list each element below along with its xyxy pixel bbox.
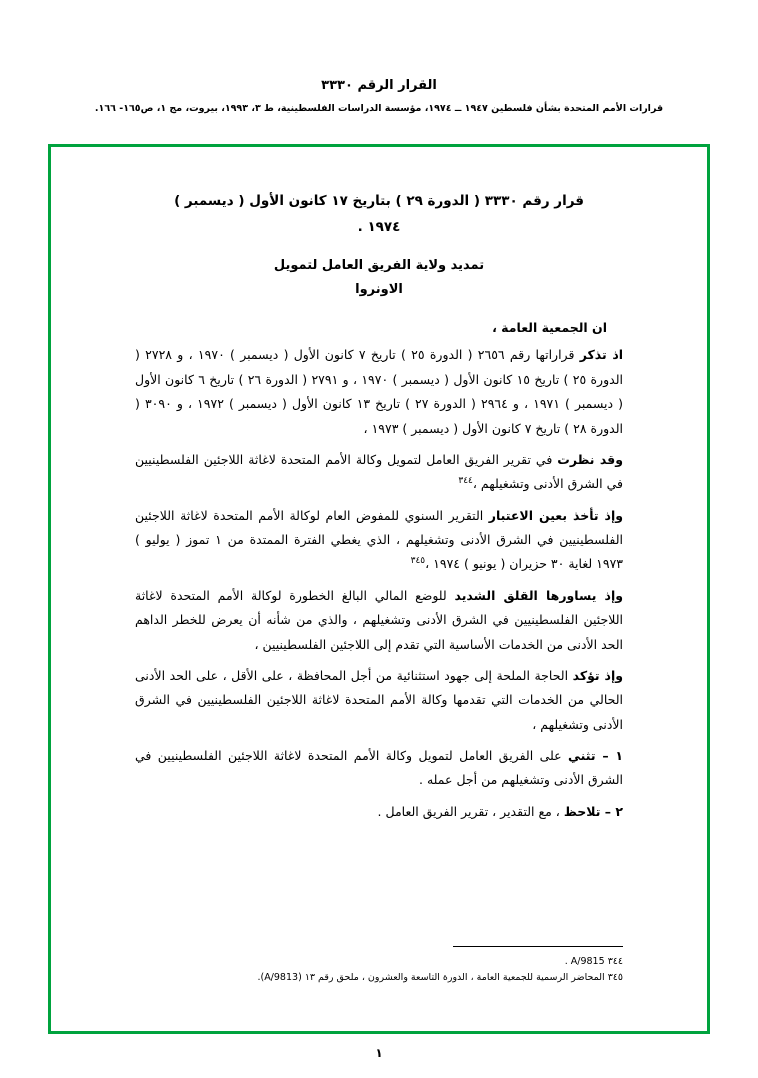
paragraph-text-0: قراراتها رقم ٢٦٥٦ ( الدورة ٢٥ ) تاريخ ٧ كانون الأول ( ديسمبر ) ١٩٧٠ ، و ٢٧٢٨ ( الدورة ٢٥ ) تاريخ ١٥ كانون الأول ( ديسمبر ) ١٩٧٠ ، و ٢٧٩١ ( الدورة ٢٦ ) تاريخ ٦ كانون الأول ( ديسمبر ) ١٩٧١ ، و ٢٩٦٤ ( الدورة ٢٧ ) تاريخ ١٣ كانون الأول ( ديسمبر ) ١٩٧٢ ، و ٣٠٩٠ ( الدورة ٢٨ ) تاريخ ٧ كانون الأول ( ديسمبر ) ١٩٧٣ ،	[135, 347, 623, 436]
page-title: القرار الرقم ٣٣٣٠	[321, 78, 437, 93]
footnote-marker-344: ٣٤٤	[458, 476, 473, 487]
resolution-subject-line2: الاونروا	[355, 282, 403, 298]
paragraph-recalling	[135, 343, 623, 441]
paragraph-lead-5: ١ – تثني	[568, 748, 623, 763]
paragraph-lead-4: وإذ تؤكد	[572, 667, 623, 683]
resolution-heading-line2: ١٩٧٤ .	[357, 218, 401, 235]
paragraph-text-2: التقرير السنوي للمفوض العام لوكالة الأمم المتحدة لاغاثة اللاجئين الفلسطينيين في الشرق الأدنى وتشغيلهم ، الذي يغطي الفترة الممتدة من ١ تموز ( يوليو ) ١٩٧٣ لغاية ٣٠ حزيران ( يونيو ) ١٩٧٤ ،	[135, 507, 623, 572]
document-header	[0, 78, 758, 116]
paragraph-text-4: الحاجة الملحة إلى جهود استثنائية من أجل المحافظة ، على الأقل ، على الحد الأدنى الحالي من الخدمات التي تقدمها وكالة الأمم المتحدة لاغاثة اللاجئين الفلسطينيين في الشرق الأدنى وتشغيلهم ،	[135, 667, 623, 732]
footnote-divider	[453, 946, 623, 947]
page-number: ١	[375, 1046, 383, 1060]
assembly-line: ان الجمعية العامة ،	[492, 320, 607, 336]
green-content-frame	[48, 144, 710, 1034]
resolution-heading	[135, 189, 623, 240]
footnote-marker-345: ٣٤٥	[410, 556, 426, 567]
paragraph-lead-3: وإذ يساورها القلق الشديد	[454, 587, 623, 603]
paragraph-taking-into-account	[135, 504, 623, 577]
footnote-2: ٣٤٥ المحاضر الرسمية للجمعية العامة ، الدورة التاسعة والعشرون ، ملحق رقم ١٣ (A/9813).	[257, 972, 623, 984]
paragraph-text-1: في تقرير الفريق العامل لتمويل وكالة الأمم المتحدة لاغاثة اللاجئين الفلسطينيين في الشرق الأدنى وتشغيلهم ،	[135, 451, 623, 492]
paragraph-lead-0: اذ تذكر	[579, 347, 624, 363]
paragraph-operative-1	[135, 744, 623, 793]
paragraph-lead-1: وقد نظرت	[557, 451, 624, 467]
paragraph-having-considered	[135, 448, 623, 497]
resolution-subject	[135, 254, 623, 302]
paragraph-text-3: للوضع المالي البالغ الخطورة لوكالة الأمم المتحدة لاغاثة اللاجئين الفلسطينيين في الشرق الأدنى وتشغيلهم ، والذي من شأنه أن يعرض للخطر الداهم الحد الأدنى من الخدمات الأساسية التي تقدم إلى اللاجئين الفلسطينيين ،	[135, 587, 623, 652]
frame-inner	[51, 147, 707, 1031]
paragraph-text-6: ، مع التقدير ، تقرير الفريق العامل .	[377, 803, 564, 819]
paragraph-operative-2	[135, 800, 623, 824]
footnote-area	[135, 946, 623, 987]
paragraph-emphasizing	[135, 664, 623, 737]
paragraph-lead-2: وإذ تأخذ بعين الاعتبار	[488, 507, 624, 523]
paragraph-deeply-concerned	[135, 584, 623, 657]
paragraph-lead-6: ٢ – تلاحظ	[563, 803, 623, 819]
source-citation: قرارات الأمم المتحدة بشأن فلسطين ١٩٤٧ ــ ١٩٧٤، مؤسسة الدراسات الفلسطينية، ط ٣، ١٩٩٣، بيروت، مج ١، ص١٦٥- ١٦٦.	[94, 103, 664, 114]
footnote-1: ٣٤٤ A/9815 .	[564, 955, 623, 967]
paragraph-text-5: على الفريق العامل لتمويل وكالة الأمم المتحدة لاغاثة اللاجئين الفلسطينيين في الشرق الأدنى وتشغيلهم من أجل عمله .	[135, 748, 623, 788]
resolution-heading-line1: قرار رقم ٣٣٣٠ ( الدورة ٢٩ ) بتاريخ ١٧ كانون الأول ( ديسمبر )	[174, 193, 584, 209]
resolution-subject-line1: تمديد ولاية الفريق العامل لتمويل	[273, 258, 485, 274]
